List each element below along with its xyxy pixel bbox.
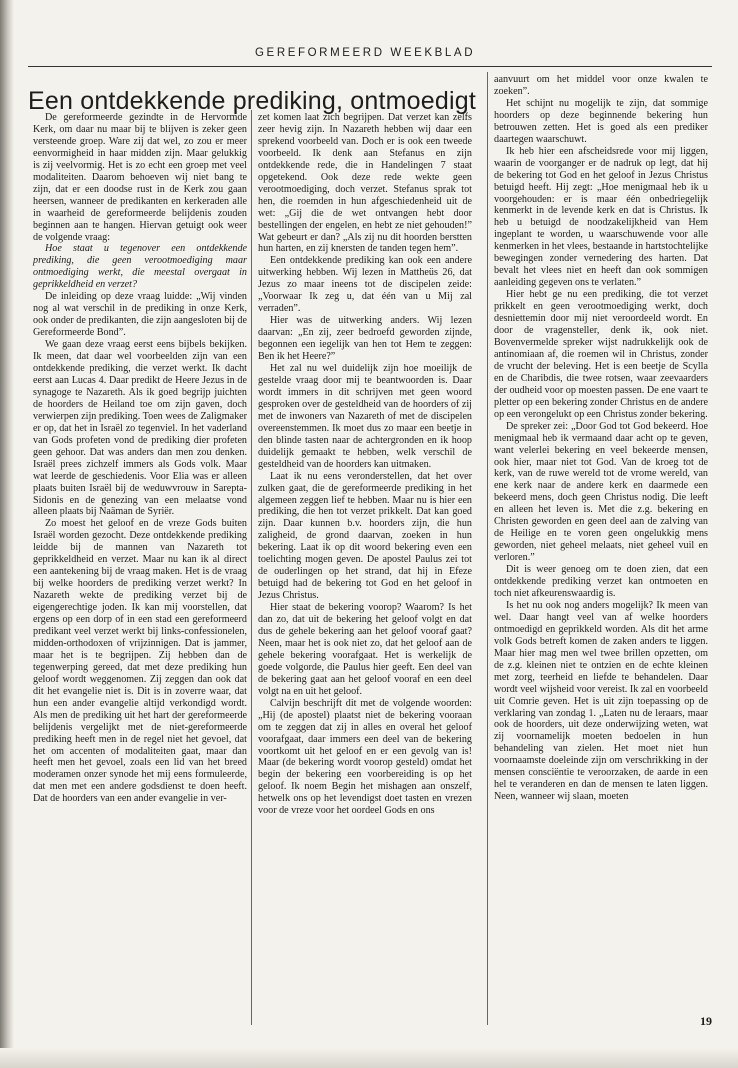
paragraph: Hier was de uitwerking anders. Wij lezen daarvan: „En zij, zeer bedroefd geworden zijnde, begonnen een iegelijk van hen tot Hem te zeggen: Ben ik het Heere?”	[258, 315, 472, 363]
paragraph: aanvuurt om het middel voor onze kwalen te zoeken”.	[494, 74, 708, 97]
article-column-3	[494, 74, 708, 803]
paragraph: Laat ik nu eens veronderstellen, dat het over zulken gaat, die de gereformeerde prediking in het algemeen zeggen lief te hebben. Maar nu is hier een prediking, die hen tot verzet prikkelt. Dat kan goed zijn. Daar kunnen b.v. hoorders zijn, die hun zaligheid, de grond daarvan, zoeken in hun bekering. Laat ik op dit woord bekering even een toelichting mogen geven. De apostel Paulus zei tot de ouderlingen op het strand, dat hij in Efeze betuigd had de bekering tot God en het geloof in Jezus Christus.	[258, 470, 472, 602]
paragraph: De inleiding op deze vraag luidde: „Wij vinden nog al wat verschil in de prediking in onze Kerk, ook onder de predikanten, die zijn aangesloten bij de Gereformeerde Bond”.	[33, 291, 247, 339]
article-column-2	[258, 112, 472, 817]
paragraph: Zo moest het geloof en de vreze Gods buiten Israël worden gezocht. Deze ontdekkende prediking leidde bij de mannen van Nazareth tot geprikkeldheid en verzet. Maar nu kan ik al direct een aantekening bij de vraag maken. Het is de vraag bij welke hoorders de prediking verzet werkt? In Nazareth wekte de prediking verzet bij de eigengerechtige joden. Ik kan mij voorstellen, dat ergens op een dorp of in een stad een gereformeerd predikant veel verzet werkt bij links-confessionelen, midden-orthodoxen of vrijzinnigen. Dat is jammer, maar het is te begrijpen. Zij hebben dan de tegenwerping gereed, dat met deze prediking hun geloof wordt weggenomen. Zij zeggen dan ook dat dit het evangelie niet is. Dit is in zoverre waar, dat hun een ander evangelie altijd verkondigd wordt. Als men de prediking uit het hart der gereformeerde belijdenis vergelijkt met de niet-gereformeerde prediking heeft men in de regel niet het gevoel, dat het om accenten of modaliteiten gaat, maar dan heeft men het gevoel, zoals een lid van het breed moderamen onzer synode het mij eens formuleerde, dat men met een andere godsdienst te doen heeft. Dat de hoorders van een ander evangelie in ver-	[33, 518, 247, 805]
column-divider-1	[251, 110, 252, 1025]
paragraph: Calvijn beschrijft dit met de volgende woorden: „Hij (de apostel) plaatst niet de bekering vooraan om te zeggen dat zij in alles en overal het geloof voorafgaat, daar immers een deel van de bekering voortkomt uit het geloof en er een gevolg van is! Maar (de bekering wordt voorop gesteld) omdat het begin der bekering een voorbereiding is op het geloof. Ik noem Begin het mishagen aan onszelf, hetwelk ons op het levendigst doet tasten en vrezen voor de vreze voor het oordeel Gods en ons	[258, 697, 472, 817]
article-column-1	[33, 112, 247, 805]
paragraph: Is het nu ook nog anders mogelijk? Ik meen van wel. Daar hangt veel van af welke hoorders ontmoedigd en geprikkeld worden. Als dit het arme volk Gods betreft komen de zaken anders te liggen. Maar hier mag men wel twee brillen opzetten, om de z.g. kleinen niet te ontzien en de echte kleinen met zorg, teerheid en liefde te behandelen. Daar wordt veel wijsheid voor vereist. Ik zal en voorbeeld uit Comrie geven. Het is uit zijn toepassing op de verklaring van zondag 1. „Laten nu de leraars, maar ook de hoorders, uit deze onderwijzing weten, wat zij voornamelijk moeten bedoelen in hun behandeling van zielen. Het moet niet hun voornaamste doeleinde zijn om verschrikking in der mensen consciëntie te veroorzaken, de aarde in een hel te veranderen en dan de mensen te laten liggen. Neen, wanneer wij slaan, moeten	[494, 599, 708, 803]
scan-bottom-edge	[0, 1048, 738, 1068]
paragraph: Hier hebt ge nu een prediking, die tot verzet prikkelt en geen verootmoediging werkt, doch desniettemin door mij niet veroordeeld wordt. En door de vragensteller, denk ik, ook niet. Bovenvermelde spreker wijst nadrukkelijk ook de antinomiaan af, die roemen wil in Christus, zonder de vrucht der beleving. Het is een beetje de Scylla en de Charibdis, die twee rotsen, waar zeevaarders der oudheid voor op moesten passen. De ene vaart te pletter op een bekering zonder Christus en de andere op een verongelukt op een Christus zonder bekering.	[494, 289, 708, 420]
page-binding-edge	[0, 0, 14, 1068]
column-divider-2	[487, 72, 488, 1025]
paragraph: Een ontdekkende prediking kan ook een andere uitwerking hebben. Wij lezen in Mattheüs 26, dat Jezus zo maar ineens tot de discipelen zeide: „Voorwaar Ik zeg u, dat één van u Mij zal verraden”.	[258, 255, 472, 315]
paragraph: Dit is weer genoeg om te doen zien, dat een ontdekkende prediking verzet kan ontmoeten en toch niet afkeurenswaardig is.	[494, 564, 708, 599]
question-paragraph: Hoe staat u tegenover een ontdekkende prediking, die geen verootmoediging maar ontmoediging werkt, die meestal overgaat in geprikkeldheid en verzet?	[33, 243, 247, 291]
paragraph: zet komen laat zich begrijpen. Dat verzet kan zelfs zeer hevig zijn. In Nazareth hebben wij daar een sprekend voorbeeld van. Doch er is ook een tweede voorbeeld. Ik denk aan Stefanus en zijn ontdekkende rede, die in Handelingen 7 staat opgetekend. Ook deze rede wekte geen verootmoediging, doch verzet. Stefanus sprak tot hen, die roemden in hun afgeschiedenheid uit de wet: „Gij die de wet ontvangen hebt door bestellingen der engelen, en hebt ze niet gehouden!” Wat gebeurt er dan? „Als zij nu dit hoorden berstten hun harten, en zij knersten de tanden tegen hem”.	[258, 112, 472, 255]
paragraph: De gereformeerde gezindte in de Hervormde Kerk, om daar nu maar bij te blijven is zeker geen versteende groep. Ware zij dat wel, zo zou er meer eenvormigheid in haar midden zijn. Maar gelukkig is zij veelvormig. Het is zo echt een groep met veel modaliteiten. Daarom behoeven wij niet bang te zijn, dat er een doodse rust in de Kerk zou gaan heersen, wanneer de predikanten en kerkeraden alle in waarheid de gereformeerde belijdenis zouden beginnen aan te hangen. Hiervan getuigt ook weer de volgende vraag:	[33, 112, 247, 243]
paragraph: Het zal nu wel duidelijk zijn hoe moeilijk de gestelde vraag door mij te beantwoorden is. Daar wordt immers in dit schrijven met geen woord gesproken over de gesteldheid van de hoorders of zij met de inwoners van Nazareth of met de discipelen overeenstemmen. Ik moet dus zo maar een beetje in den blinde tasten naar de achtergronden en ik hoop duidelijk gemaakt te hebben, welk verschil de gesteldheid van de hoorders kan uitmaken.	[258, 363, 472, 470]
paragraph: Het schijnt nu mogelijk te zijn, dat sommige hoorders op deze beginnende bekering hun betrouwen zetten. Het is goed als een prediker daartegen waarschuwt.	[494, 97, 708, 145]
paragraph: Hier staat de bekering voorop? Waarom? Is het dan zo, dat uit de bekering het geloof volgt en dat dus de gehele bekering aan het geloof vooraf gaat? Neen, maar het is ook niet zo, dat het geloof aan de gehele bekering voorafgaat. Het is werkelijk de goede volgorde, die Paulus hier geeft. Een deel van de bekering gaat aan het geloof vooraf en een deel volgt na en uit het geloof.	[258, 602, 472, 697]
paragraph: De spreker zei: „Door God tot God bekeerd. Hoe menigmaal heb ik vermaand daar acht op te geven, want velerlei bekering en veel bekeerde mensen, ook hier, maar niet tot God. Van de kroeg tot de kerk, van de ruwe wereld tot de vrome wereld, van ene kerk naar de andere kerk en daarmede een bekeerd mens, doch geen Christus nodig. Die leeft en alleen het leven is. Met die z.g. bekering en Christen geworden en geen deel aan de zalving van de Heilige en te voren geen ongelukkig mens geworden, niet geheel melaats, niet geheel vuil en verloren.”	[494, 420, 708, 564]
paragraph: We gaan deze vraag eerst eens bijbels bekijken. Ik meen, dat daar wel voorbeelden zijn van een ontdekkende prediking, die verzet werkt. Ik dacht eerst aan Lucas 4. Daar predikt de Heere Jezus in de synagoge te Nazareth. Als ik goed begrijp juichten de hoorders de Heiland toe om zijn gaven, doch verwierpen zijn prediking. Toen wees de Zaligmaker er op, dat het in Israël zo tegenviel. In het vaderland van Gods profeten vond de prediking dier profeten geen gehoor. Dat was anders dan men zou denken. Israël prees zichzelf immers als Gods volk. Maar wat leerde de geschiedenis. Voor Elia was er alleen plaats buiten Israël bij de weduwvrouw in Sarepta-Sidonis en de genezing van een melaatse vond alleen plaats bij Naäman de Syriër.	[33, 339, 247, 518]
page-number: 19	[700, 1014, 712, 1028]
running-header: GEREFORMEERD WEEKBLAD	[255, 47, 476, 59]
header-rule	[28, 66, 712, 67]
paragraph: Ik heb hier een afscheidsrede voor mij liggen, waarin de voorganger er de nadruk op legt, dat hij de bekering tot God en het geloof in Jezus Christus betuigd heeft. Hij zegt: „Hoe menigmaal heb ik u voorgehouden: er is maar één onbedriegelijk kenmerkt in de levende kerk en dat is Christus. Ik heb u betuigd de noodzakelijkheid van Hem ingeplant te worden, u waarschuwende voor alle kenmerken in het vlees, bestaande in hartstochtelijke bewegingen zonder vernedering des harten. Dat bevalt het vlees niet en heeft dan ook sommigen aanleiding gegeven ons te verlaten.”	[494, 145, 708, 289]
article-title: Een ontdekkende prediking, ontmoedigt	[28, 86, 476, 115]
